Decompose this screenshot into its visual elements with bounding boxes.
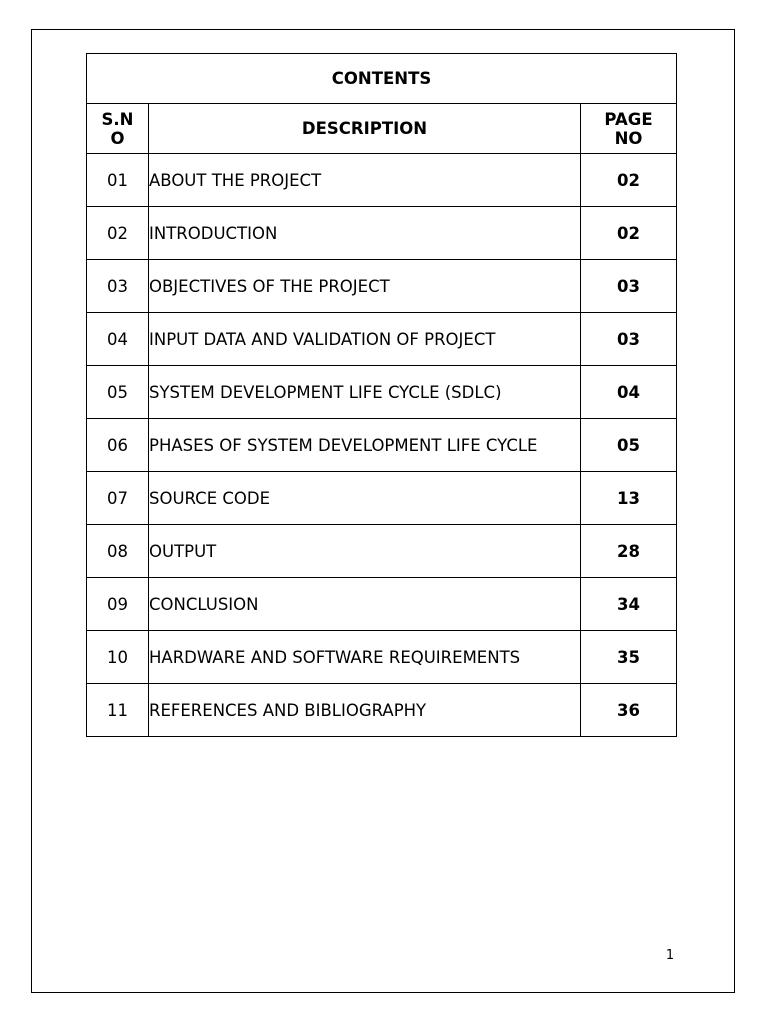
row-sno: 11 xyxy=(87,684,149,737)
header-page xyxy=(581,104,677,154)
table-row xyxy=(87,260,677,313)
row-description: HARDWARE AND SOFTWARE REQUIREMENTS xyxy=(149,631,581,684)
row-page: 36 xyxy=(581,684,677,737)
row-page: 34 xyxy=(581,578,677,631)
row-page: 35 xyxy=(581,631,677,684)
header-sno-label: S.N O xyxy=(101,109,134,148)
row-description: SYSTEM DEVELOPMENT LIFE CYCLE (SDLC) xyxy=(149,366,581,419)
row-description: INTRODUCTION xyxy=(149,207,581,260)
row-description: CONCLUSION xyxy=(149,578,581,631)
row-description: ABOUT THE PROJECT xyxy=(149,154,581,207)
table-row xyxy=(87,472,677,525)
row-page: 28 xyxy=(581,525,677,578)
table-row xyxy=(87,578,677,631)
row-page: 13 xyxy=(581,472,677,525)
row-description: PHASES OF SYSTEM DEVELOPMENT LIFE CYCLE xyxy=(149,419,581,472)
table-row xyxy=(87,154,677,207)
row-sno: 06 xyxy=(87,419,149,472)
contents-table xyxy=(86,53,677,737)
row-page: 03 xyxy=(581,313,677,366)
row-description: INPUT DATA AND VALIDATION OF PROJECT xyxy=(149,313,581,366)
header-sno xyxy=(87,104,149,154)
row-sno: 05 xyxy=(87,366,149,419)
row-page: 03 xyxy=(581,260,677,313)
row-sno: 04 xyxy=(87,313,149,366)
table-row xyxy=(87,207,677,260)
row-description: OUTPUT xyxy=(149,525,581,578)
table-row xyxy=(87,366,677,419)
row-page: 02 xyxy=(581,207,677,260)
table-row xyxy=(87,684,677,737)
row-page: 02 xyxy=(581,154,677,207)
table-row xyxy=(87,419,677,472)
table-row xyxy=(87,525,677,578)
row-description: REFERENCES AND BIBLIOGRAPHY xyxy=(149,684,581,737)
table-row xyxy=(87,313,677,366)
contents-title-row xyxy=(87,54,677,104)
page-number: 1 xyxy=(665,948,675,963)
contents-title: CONTENTS xyxy=(87,54,677,104)
row-page: 05 xyxy=(581,419,677,472)
row-description: OBJECTIVES OF THE PROJECT xyxy=(149,260,581,313)
row-sno: 01 xyxy=(87,154,149,207)
row-page: 04 xyxy=(581,366,677,419)
header-row xyxy=(87,104,677,154)
header-description: DESCRIPTION xyxy=(149,104,581,154)
row-sno: 02 xyxy=(87,207,149,260)
row-sno: 10 xyxy=(87,631,149,684)
header-page-label: PAGE NO xyxy=(604,109,653,148)
row-sno: 07 xyxy=(87,472,149,525)
table-row xyxy=(87,631,677,684)
row-sno: 09 xyxy=(87,578,149,631)
row-description: SOURCE CODE xyxy=(149,472,581,525)
row-sno: 08 xyxy=(87,525,149,578)
row-sno: 03 xyxy=(87,260,149,313)
